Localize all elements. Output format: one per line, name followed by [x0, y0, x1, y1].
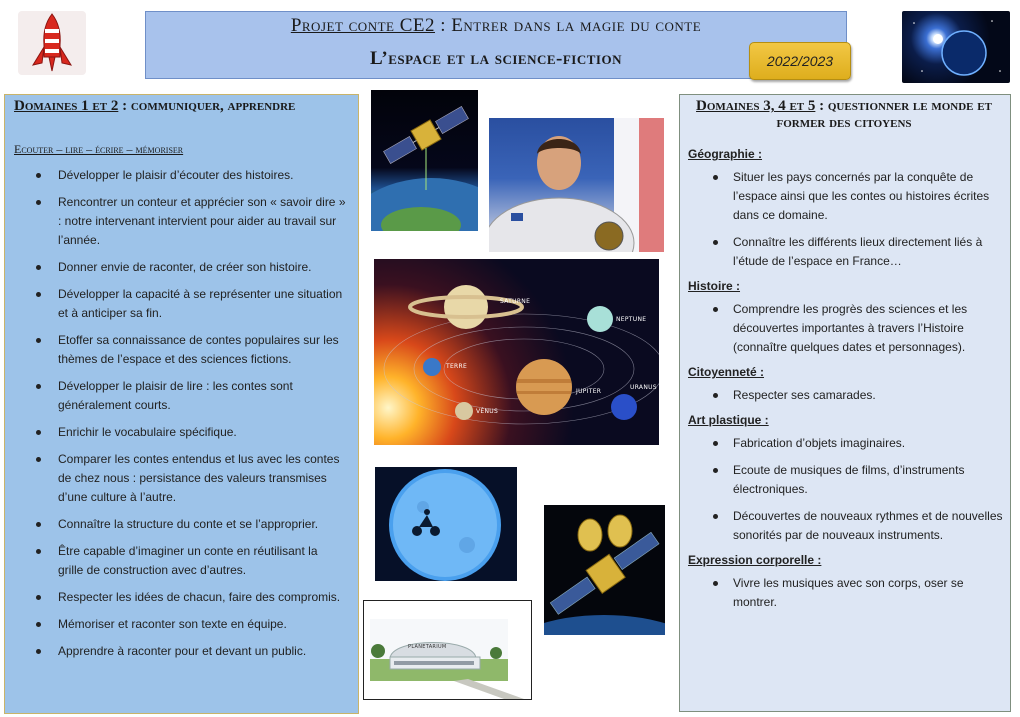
left-list-container: [14, 166, 346, 669]
label-uranus: URANUS: [630, 384, 657, 391]
section-heading-citoyennete: Citoyenneté :: [688, 365, 765, 379]
list-item: Respecter ses camarades.: [688, 386, 1004, 405]
right-panel-title: [688, 98, 1000, 132]
label-neptune: NEPTUNE: [616, 316, 647, 323]
list-item: Etoffer sa connaissance de contes populaires sur les thèmes de l’espace et des sciences fictions.: [14, 331, 346, 369]
list-item: Développer la capacité à se représenter une situation et à anticiper sa fin.: [14, 285, 346, 323]
left-title-underlined: Domaines 1 et 2: [14, 98, 119, 114]
section-heading-expression-corporelle: Expression corporelle :: [688, 553, 822, 567]
right-content: [688, 147, 1004, 620]
year-badge: 2022/2023: [749, 42, 851, 80]
label-venus: VÉNUS: [476, 408, 499, 415]
right-title-underlined: Domaines 3, 4 et 5: [696, 98, 816, 114]
section-heading-histoire: Histoire :: [688, 279, 741, 293]
list-item: Situer les pays concernés par la conquête de l’espace ainsi que les contes ou histoires écrites dans ce domaine.: [688, 168, 1004, 225]
list-item: Connaître la structure du conte et se l’approprier.: [14, 515, 346, 534]
planetarium-building-icon: [364, 601, 531, 699]
satellite-earth-image: [371, 90, 478, 231]
header-title-rest: : Entrer dans la magie du conte: [435, 15, 702, 36]
right-panel: [679, 94, 1011, 712]
astronaut-image: [489, 118, 664, 252]
header-title: [146, 15, 846, 37]
list-item: Ecoute de musiques de films, d’instruments électroniques.: [688, 461, 1004, 499]
planet-glow-icon: [902, 11, 1010, 83]
list-item: Connaître les différents lieux directement liés à l’étude de l’espace en France…: [688, 233, 1004, 271]
space-planet-image: [902, 11, 1010, 83]
left-panel: [4, 94, 359, 714]
geographie-list: [688, 168, 1004, 271]
satellite-icon: [371, 90, 478, 231]
list-item: Développer le plaisir de lire : les contes sont généralement courts.: [14, 377, 346, 415]
moon-bike-icon: [375, 467, 517, 581]
list-item: Développer le plaisir d’écouter des histoires.: [14, 166, 346, 185]
list-item: Respecter les idées de chacun, faire des compromis.: [14, 588, 346, 607]
expression-corporelle-list: [688, 574, 1004, 612]
list-item: Vivre les musiques avec son corps, oser se montrer.: [688, 574, 1004, 612]
label-terre: TERRE: [446, 363, 468, 370]
planetarium-sign: PLANETARIUM: [408, 644, 447, 650]
list-item: Comparer les contes entendus et lus avec les contes de chez nous : persistance des valeurs transmises d’une culture à l’autre.: [14, 450, 346, 507]
satellite-dish-icon: [544, 505, 665, 635]
et-moon-image: [375, 467, 517, 581]
list-item: Comprendre les progrès des sciences et les découvertes importantes à travers l’Histoire (connaître quelques dates et personnages).: [688, 300, 1004, 357]
right-title-rest: : questionner le monde et former des citoyens: [776, 98, 992, 131]
header-subtitle: L’espace et la science-fiction: [370, 48, 622, 69]
planets-icon: [374, 259, 659, 445]
list-item: Donner envie de raconter, de créer son histoire.: [14, 258, 346, 277]
list-item: Fabrication d’objets imaginaires.: [688, 434, 1004, 453]
list-item: Être capable d’imaginer un conte en réutilisant la grille de construction avec d’autres.: [14, 542, 346, 580]
list-item: Apprendre à raconter pour et devant un public.: [14, 642, 346, 661]
list-item: Découvertes de nouveaux rythmes et de nouvelles sonorités par de nouveaux instruments.: [688, 507, 1004, 545]
histoire-list: [688, 300, 1004, 357]
label-saturne: SATURNE: [500, 298, 531, 305]
citoyennete-list: [688, 386, 1004, 405]
left-panel-title: [14, 98, 344, 115]
left-bullet-list: [14, 166, 346, 661]
header-banner: [145, 11, 847, 79]
list-item: Mémoriser et raconter son texte en équipe.: [14, 615, 346, 634]
art-plastique-list: [688, 434, 1004, 545]
section-heading-art-plastique: Art plastique :: [688, 413, 769, 427]
list-item: Enrichir le vocabulaire spécifique.: [14, 423, 346, 442]
planetarium-image: [363, 600, 532, 700]
rocket-logo-image: [18, 11, 86, 75]
left-panel-subtitle: Ecouter – lire – écrire – mémoriser: [14, 142, 184, 156]
section-heading-geographie: Géographie :: [688, 147, 763, 161]
label-jupiter: JUPITER: [576, 388, 602, 395]
list-item: Rencontrer un conteur et apprécier son « savoir dire » : notre intervenant intervient pour aider au travail sur l’année.: [14, 193, 346, 250]
satellite-dish-image: [544, 505, 665, 635]
solar-system-image: [374, 259, 659, 445]
rocket-icon: [18, 11, 86, 75]
astronaut-icon: [489, 118, 664, 252]
header-title-underlined: Projet conte CE2: [290, 15, 435, 36]
left-title-rest: : communiquer, apprendre: [118, 98, 296, 114]
